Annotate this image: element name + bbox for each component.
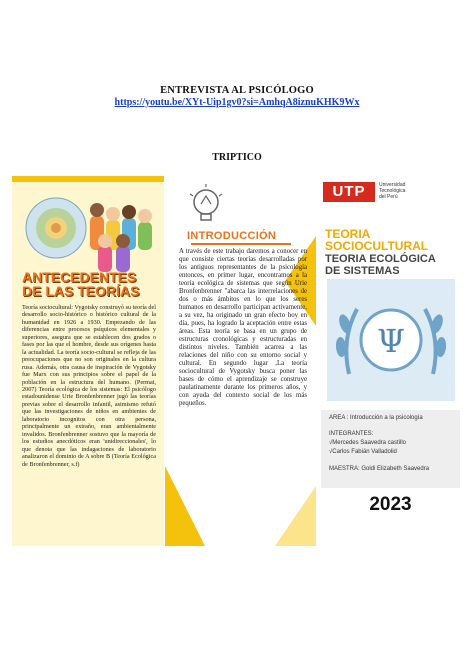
lightbulb-icon [187,182,225,232]
university-name [379,182,449,200]
maestra-line: MAESTRA: Goldi Elizabeth Saavedra [329,466,430,472]
utp-logo: UTP [323,182,375,202]
panel1-heading [22,270,160,298]
panel-introduccion [165,176,316,546]
integrantes-label: INTEGRANTES: [329,431,374,437]
heading-underline [191,243,291,245]
video-link[interactable]: https://youtu.be/XYt-Uip1gv0?si=AmhqA8iznuKHK9Wx [114,97,360,108]
cover-title [325,228,455,252]
university-name-line1: Universidad [379,182,406,188]
psi-laurel-icon [327,279,455,401]
document-title: ENTREVISTA AL PSICÓLOGO [160,85,314,96]
panel1-body: Teoría sociocultural: Vygotsky construyó su teoría del desarrollo socio-histórico o histórico cultural de la humanidad en 1926 a 1930. Empezando de las diferencias entre procesos psíquicos elementales y superiores, asegura que se establecen dos grados o fases por las que el hombre, desde sus orígenes hasta la actualidad. La teoría socio-cultural se refleja de las preocupaciones que no son originales en la cultura rusa. Además, otra causa de inspiración de Vygotsky fue Marx con sus principios sobre el papel de la población en la estructura del humano. (Permat, 2007) Teoría ecológica de los sistemas: El psicólogo estadounidense Urie Bronfenbrenner jugó las teorías previas sobre el desarrollo infantil, asimismo refutó que las investigaciones de niños en ambientes de laboratorio incognitos con otra persona, principalmente un extraño, eran ambientalmente invalidos. Bronfenbrenner sostuvo que la mayoría de los estudios anecdóticos eran 'unidireccionales', lo que denota que las indagaciones de laboratorio analizaron el dominio de A sobre B (Teoría Ecológica de Bronfenbrenner, s.f) [22,304,156,468]
area-line: AREA : Introducción a la psicología [329,415,423,421]
cover-title-line2: SOCIOCULTURAL [325,239,429,253]
cover-subtitle-line1: TEORIA ECOLÓGICA [325,253,436,265]
cover-title-line1: TEORIA [325,227,371,241]
panel-antecedentes [12,176,164,546]
panel-cover [317,176,464,546]
university-name-line3: del Perú [379,194,398,200]
svg-text:Ψ: Ψ [376,322,406,360]
panel2-body: A través de este trabajo daremos a conocer en que consiste ciertas teorías desarrolladas por los antiguos representantes de la psicología entonces, en primer lugar, encontramos a la teoría ecológica de sistemas que según Urie Bronfenbrenner "abarca las interrelaciones de dos o más ámbitos en lo que los seres humanos en desarrollo participan activamente, a su vez, ha originado un gran efecto hoy en día, pues, ha logrado la aceptación entre estas áreas. Esta teoría se basa en un grupo de estructuras cronológicas y estructuradas en distintos niveles. También acarrea a las relaciones del niño con su entorno social y cultural. En segundo lugar ,La teoría sociocultural de Vygotsky busca poner las bases de cómo el aprendizaje se construye paulatinamente durante los primeros años, y con ayuda del contexto social de los más pequeños. [179,248,307,407]
member-2: √Carlos Fabián Valladolid [329,449,397,455]
university-name-line2: Tecnológica [379,188,406,194]
info-box [321,410,460,488]
document-subtitle: TRIPTICO [212,152,262,163]
children-globe-illustration [18,186,158,278]
cover-subtitle-line2: DE SISTEMAS [325,265,400,277]
yellow-bar [12,176,164,182]
triptych-image [12,176,464,546]
panel1-heading-line2: DE LAS TEORÍAS [22,283,140,299]
panel1-heading-line1: ANTECEDENTES [22,269,137,285]
panel2-heading: INTRODUCCIÓN [187,230,277,242]
cover-subtitle [325,253,457,277]
member-1: √Mercedes Saavedra castillo [329,440,406,446]
year: 2023 [369,494,412,515]
